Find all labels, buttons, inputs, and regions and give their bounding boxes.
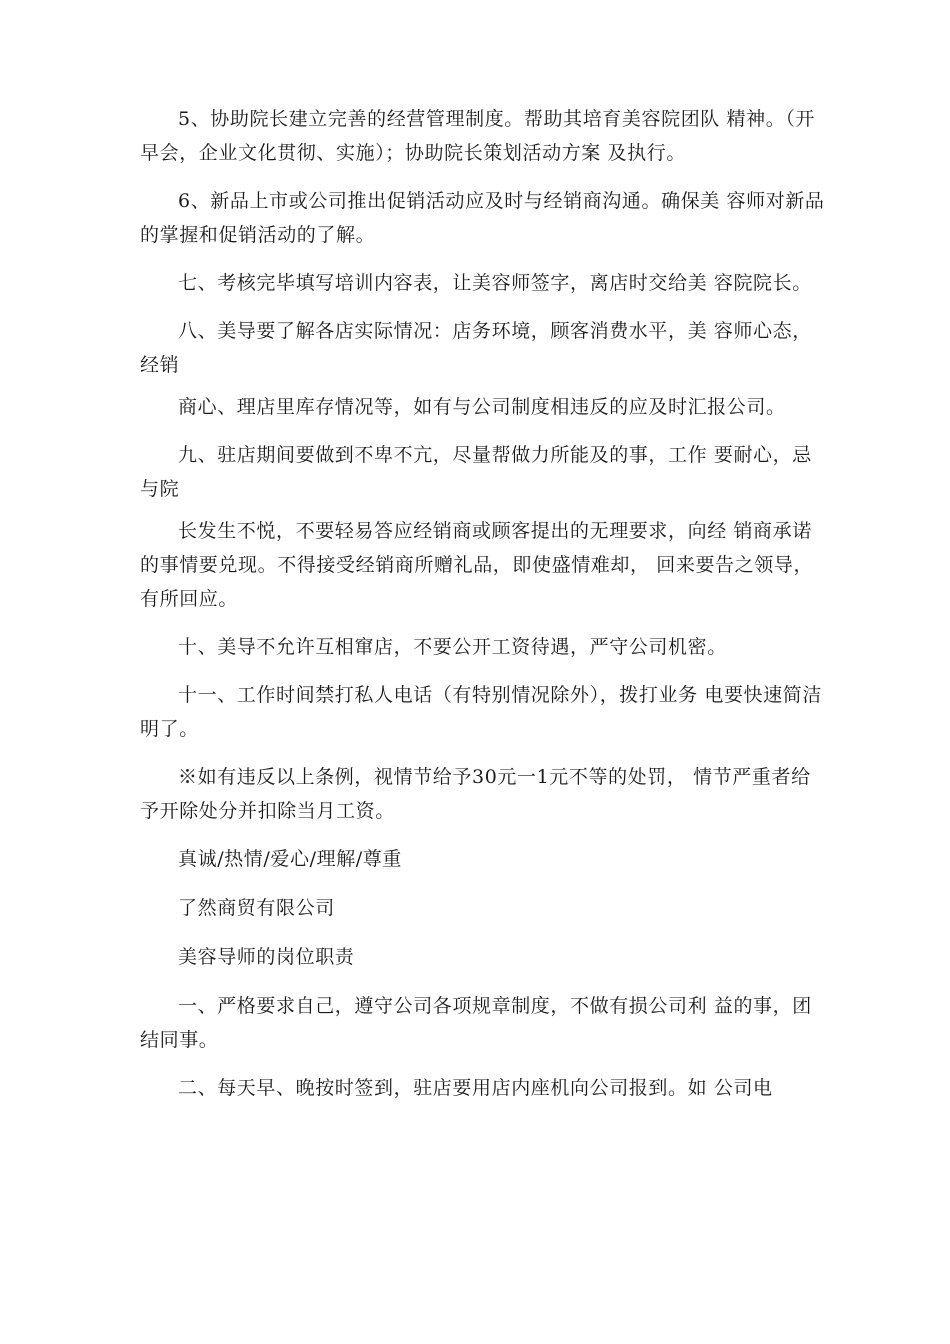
penalty-note: ※如有违反以上条例，视情节给予30元一1元不等的处罚， 情节严重者给予开除处分并扣除当月工资。 <box>140 766 811 822</box>
paragraph-7: 七、考核完毕填写培训内容表，让美容师签字，离店时交给美 容院院长。 <box>178 272 812 294</box>
paragraph-9: 九、驻店期间要做到不卑不亢，尽量帮做力所能及的事，工作 要耐心，忌与院 <box>140 444 812 500</box>
paragraph-9-continued: 长发生不悦，不要轻易答应经销商或顾客提出的无理要求，向经 销商承诺的事情要兑现。不得接受经销商所赠礼品，即使盛情难却， 回来要告之领导，有所回应。 <box>140 520 814 610</box>
paragraph-10: 十、美导不允许互相窜店，不要公开工资待遇，严守公司机密。 <box>178 636 727 658</box>
paragraph-11: 十一、工作时间禁打私人电话（有特别情况除外），拨打业务 电要快速简洁明了。 <box>140 684 822 740</box>
company-name: 了然商贸有限公司 <box>178 897 335 919</box>
paragraph-5: 5、协助院长建立完善的经营管理制度。帮助其培育美容院团队 精神。（开早会，企业文化贯彻、实施）；协助院长策划活动方案 及执行。 <box>140 108 816 164</box>
company-values: 真诚/热情/爱心/理解/尊重 <box>178 848 403 870</box>
duty-2: 二、每天早、晚按时签到，驻店要用店内座机向公司报到。如 公司电 <box>178 1077 773 1099</box>
paragraph-8-continued: 商心、理店里库存情况等，如有与公司制度相违反的应及时汇报公司。 <box>178 396 786 418</box>
paragraph-8: 八、美导要了解各店实际情况：店务环境，顾客消费水平，美 容师心态，经销 <box>140 320 812 376</box>
section-title: 美容导师的岗位职责 <box>178 946 355 968</box>
duty-1: 一、严格要求自己，遵守公司各项规章制度，不做有损公司利 益的事，团结同事。 <box>140 995 812 1051</box>
paragraph-6: 6、新品上市或公司推出促销活动应及时与经销商沟通。确保美 容师对新品的掌握和促销活动的了解。 <box>140 190 825 246</box>
document-body <box>140 102 830 1119</box>
